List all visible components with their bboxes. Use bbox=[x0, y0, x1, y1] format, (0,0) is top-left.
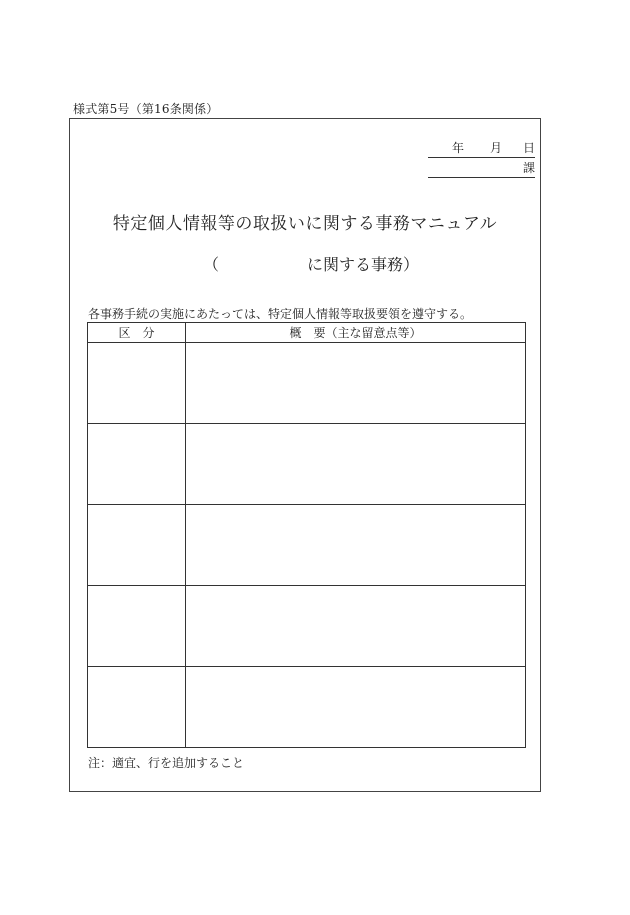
page-title: 特定個人情報等の取扱いに関する事務マニュアル bbox=[112, 214, 498, 234]
subtitle-open-paren: （ bbox=[203, 255, 220, 274]
summary-cell[interactable] bbox=[186, 424, 526, 505]
manual-table bbox=[87, 322, 526, 748]
year-label: 年 bbox=[452, 141, 465, 155]
summary-cell[interactable] bbox=[186, 586, 526, 667]
table-row bbox=[88, 586, 526, 667]
subtitle-text: に関する事務） bbox=[307, 255, 420, 274]
category-cell[interactable] bbox=[88, 424, 186, 505]
footnote: 注：適宜、行を追加すること bbox=[88, 756, 245, 770]
table-row bbox=[88, 343, 526, 424]
summary-cell[interactable] bbox=[186, 667, 526, 748]
summary-cell[interactable] bbox=[186, 343, 526, 424]
department-field[interactable] bbox=[428, 163, 535, 178]
summary-cell[interactable] bbox=[186, 505, 526, 586]
day-label: 日 bbox=[522, 141, 535, 155]
header-category: 区 分 bbox=[88, 323, 186, 343]
date-field[interactable] bbox=[428, 143, 535, 158]
instruction-text: 各事務手続の実施にあたっては、特定個人情報等取扱要領を遵守する。 bbox=[88, 307, 473, 321]
table-row bbox=[88, 424, 526, 505]
category-cell[interactable] bbox=[88, 586, 186, 667]
category-cell[interactable] bbox=[88, 667, 186, 748]
department-label: 課 bbox=[522, 161, 535, 175]
table-header-row bbox=[88, 323, 526, 343]
category-cell[interactable] bbox=[88, 505, 186, 586]
month-label: 月 bbox=[490, 141, 503, 155]
form-number-label: 様式第5号（第16条関係） bbox=[73, 102, 219, 116]
table-row bbox=[88, 667, 526, 748]
header-summary: 概 要（主な留意点等） bbox=[186, 323, 526, 343]
category-cell[interactable] bbox=[88, 343, 186, 424]
table-row bbox=[88, 505, 526, 586]
